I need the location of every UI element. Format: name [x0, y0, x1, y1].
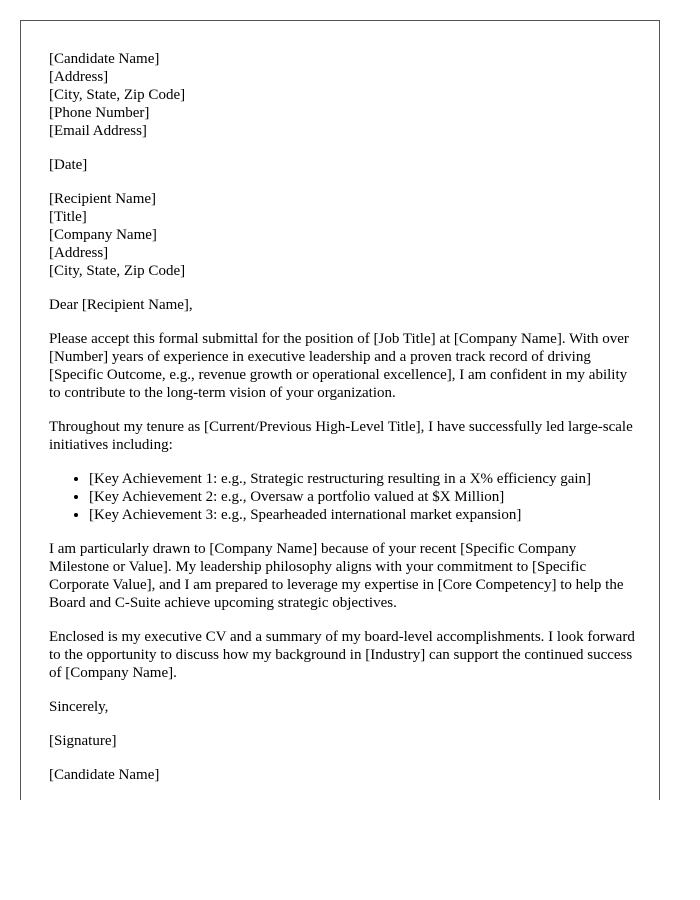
body-paragraph-1: Please accept this formal submittal for the position of [Job Title] at [Company Name]. With over [Number] years of experience in executive leadership and a proven track record of driving [Specific Outcome, e.g., revenue growth or operational excellence], I am confident in my ability to contribute to the long-term vision of your organization. — [49, 331, 629, 401]
salutation: Dear [Recipient Name], — [49, 297, 193, 313]
body-paragraph-4: Enclosed is my executive CV and a summary of my board-level accomplishments. I look forward to the opportunity to discuss how my background in [Industry] can support the continued success of [Company Name]. — [49, 629, 635, 681]
letter-date: [Date] — [49, 157, 88, 173]
sender-name: [Candidate Name] — [49, 51, 160, 67]
sender-email: [Email Address] — [49, 123, 147, 139]
body-paragraph-3: I am particularly drawn to [Company Name] because of your recent [Specific Company Milestone or Value]. My leadership philosophy aligns with your commitment to [Specific Corporate Value], and I am prepared to leverage my expertise in [Core Competency] to help the Board and C-Suite achieve upcoming strategic objectives. — [49, 541, 624, 611]
recipient-title: [Title] — [49, 209, 87, 225]
recipient-city-state-zip: [City, State, Zip Code] — [49, 263, 186, 279]
date-block — [49, 156, 639, 174]
sender-city-state-zip: [City, State, Zip Code] — [49, 87, 186, 103]
recipient-name: [Recipient Name] — [49, 191, 157, 207]
signature: [Signature] — [49, 733, 117, 749]
signoff-name: [Candidate Name] — [49, 767, 160, 783]
closing: Sincerely, — [49, 699, 109, 715]
achievements-list — [49, 470, 639, 524]
achievement-item: • [Key Achievement 2: e.g., Oversaw a portfolio valued at $X Million] — [89, 488, 639, 506]
achievement-item: • [Key Achievement 3: e.g., Spearheaded international market expansion] — [89, 506, 639, 524]
achievement-item: • [Key Achievement 1: e.g., Strategic restructuring resulting in a X% efficiency gain] — [89, 470, 639, 488]
sender-phone: [Phone Number] — [49, 105, 150, 121]
recipient-block — [49, 190, 639, 280]
recipient-address: [Address] — [49, 245, 109, 261]
sender-address: [Address] — [49, 69, 109, 85]
letter-content — [49, 50, 639, 800]
recipient-company: [Company Name] — [49, 227, 157, 243]
body-paragraph-2: Throughout my tenure as [Current/Previous High-Level Title], I have successfully led large-scale initiatives including: — [49, 419, 633, 453]
sender-block — [49, 50, 639, 140]
letter-page — [20, 20, 660, 800]
